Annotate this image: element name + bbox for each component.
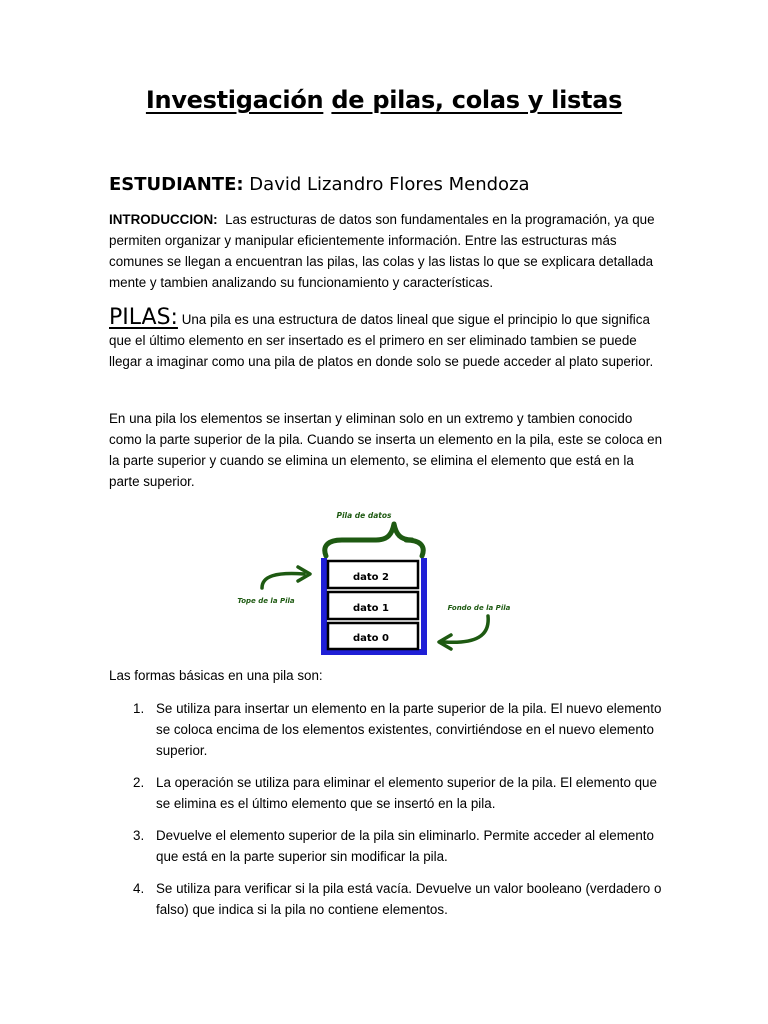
stack-box-label-0: dato 0 — [353, 633, 389, 644]
pilas-paragraph — [109, 307, 665, 372]
list-item — [109, 825, 669, 867]
list-item — [109, 878, 669, 920]
intro-text: Las estructuras de datos son fundamentales en la programación, ya que permiten organizar y manipular eficientemente información. Entre las estructuras más comunes se llegan a encuentran las pilas, las colas y las listas lo que se explicara detallada mente y tambien analizando su funcionamiento y características. — [109, 212, 655, 290]
list-item — [109, 772, 669, 814]
pilas-text-2: En una pila los elementos se insertan y eliminan solo en un extremo y tambien conocido como la parte superior de la pila. Cuando se inserta un elemento en la pila, este se coloca en la parte superior y cuando se elimina un elemento, se elimina el elemento que está en la parte superior. — [109, 411, 663, 489]
stack-box-label-2: dato 2 — [353, 572, 389, 583]
intro-label: INTRODUCCION: — [109, 212, 218, 227]
diagram-left-label: Tope de la Pila — [237, 597, 295, 605]
forms-intro: Las formas básicas en una pila son: — [109, 668, 323, 683]
student-line — [109, 174, 530, 195]
list-item-number: 4. — [133, 881, 145, 896]
list-item-text: Se utiliza para verificar si la pila está vacía. Devuelve un valor booleano (verdadero o falso) que indica si la pila no contiene elementos. — [156, 881, 662, 917]
brace-shape — [325, 524, 423, 556]
list-item — [109, 698, 669, 761]
stack-box-label-1: dato 1 — [353, 603, 389, 614]
pilas-heading: PILAS: — [109, 305, 178, 330]
pilas-text-1: Una pila es una estructura de datos lineal que sigue el principio lo que significa que el último elemento en ser insertado es el primero en ser eliminado tambien se puede llegar a imaginar como una pila de platos en donde solo se puede acceder al plato superior. — [109, 312, 654, 369]
list-item-number: 2. — [133, 775, 145, 790]
forms-list — [109, 698, 669, 931]
fondo-arrow — [444, 616, 488, 642]
diagram-right-label: Fondo de la Pila — [447, 604, 511, 612]
list-item-text: La operación se utiliza para eliminar el elemento superior de la pila. El elemento que se elimina es el último elemento que se insertó en la pila. — [156, 775, 657, 811]
list-item-text: Devuelve el elemento superior de la pila sin eliminarlo. Permite acceder al elemento que está en la parte superior sin modificar la pila. — [156, 828, 654, 864]
list-item-number: 1. — [133, 701, 145, 716]
student-name: David Lizandro Flores Mendoza — [249, 174, 530, 195]
intro-paragraph — [109, 209, 665, 293]
title-part-1: Investigación — [145, 86, 324, 114]
pilas-paragraph-2 — [109, 408, 665, 492]
page-title — [0, 86, 768, 114]
list-item-text: Se utiliza para insertar un elemento en la parte superior de la pila. El nuevo elemento se coloca encima de los elementos existentes, convirtiéndose en el nuevo elemento superior. — [156, 701, 662, 758]
student-label: ESTUDIANTE: — [109, 174, 244, 195]
title-part-2: de pilas, colas y listas — [331, 86, 623, 114]
list-item-number: 3. — [133, 828, 145, 843]
diagram-top-label: Pila de datos — [336, 511, 392, 520]
stack-diagram — [226, 506, 526, 656]
